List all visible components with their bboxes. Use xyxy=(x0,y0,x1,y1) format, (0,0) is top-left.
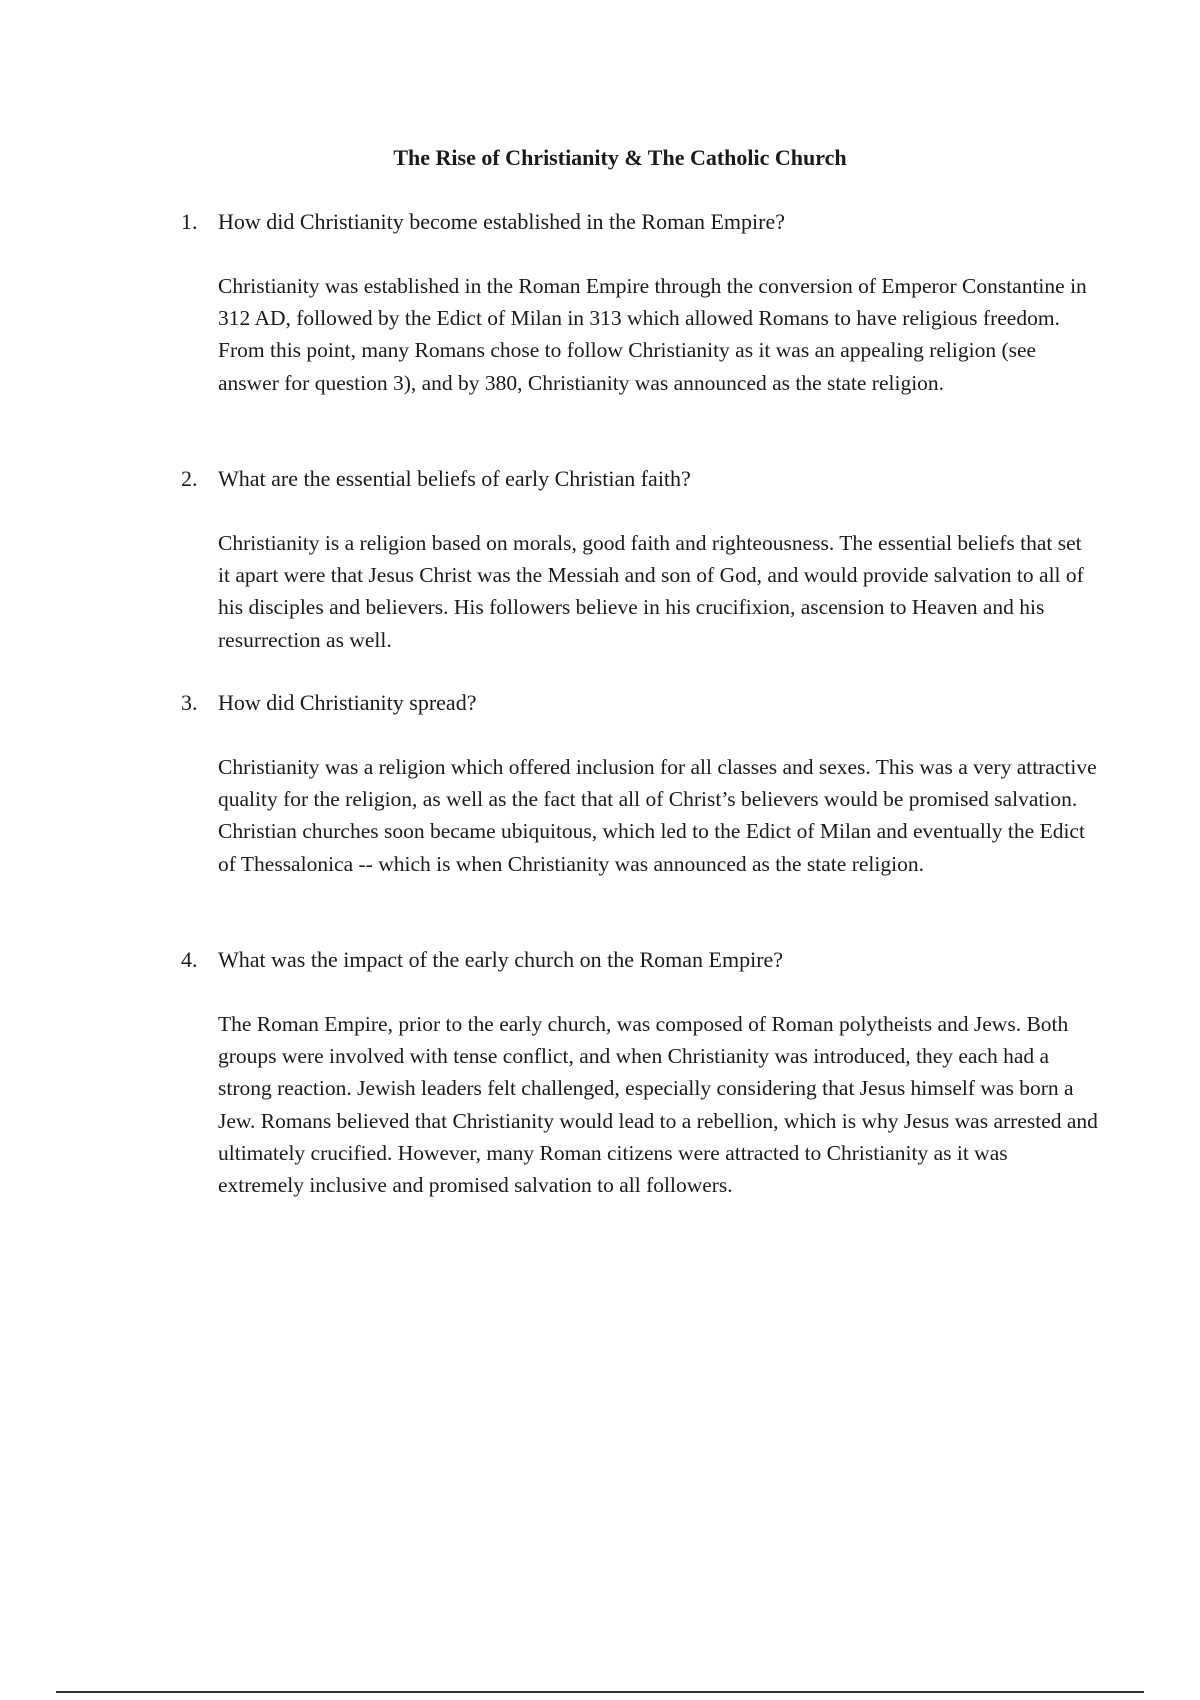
question-number: 4. xyxy=(181,947,198,972)
question-number: 3. xyxy=(181,690,198,715)
answer-paragraph: Christianity was established in the Roman Empire through the conversion of Emperor Constantine in 312 AD, followed by the Edict of Milan in 313 which allowed Romans to have religious freedom. From this point, many Romans chose to follow Christianity as it was an appealing religion (see answer for question 3), and by 380, Christianity was announced as the state religion. xyxy=(218,274,1087,395)
answer-paragraph: Christianity is a religion based on morals, good faith and righteousness. The essential beliefs that set it apart were that Jesus Christ was the Messiah and son of God, and would provide salvation to all of his disciples and believers. His followers believe in his crucifixion, ascension to Heaven and his resurrection as well. xyxy=(218,531,1084,652)
answer-paragraph: The Roman Empire, prior to the early church, was composed of Roman polytheists and Jews. Both groups were involved with tense conflict, and when Christianity was introduced, they each had a strong reaction. Jewish leaders felt challenged, especially considering that Jesus himself was born a Jew. Romans believed that Christianity would lead to a rebellion, which is why Jesus was arrested and ultimately crucified. However, many Roman citizens were attracted to Christianity as it was extremely inclusive and promised salvation to all followers. xyxy=(218,1012,1098,1198)
answer-paragraph: Christianity was a religion which offered inclusion for all classes and sexes. This was a very attractive quality for the religion, as well as the fact that all of Christ’s believers would be promised salvation. Christian churches soon became ubiquitous, which led to the Edict of Milan and eventually the Edict of Thessalonica -- which is when Christianity was announced as the state religion. xyxy=(218,755,1097,876)
question-text: What are the essential beliefs of early Christian faith? xyxy=(218,466,691,491)
question-number: 1. xyxy=(181,209,198,234)
document-title: The Rise of Christianity & The Catholic Church xyxy=(393,145,847,170)
question-number: 2. xyxy=(181,466,198,491)
page-bottom-rule xyxy=(56,1691,1144,1693)
question-text: How did Christianity become established in the Roman Empire? xyxy=(218,209,785,234)
question-text: How did Christianity spread? xyxy=(218,690,477,715)
question-text: What was the impact of the early church on the Roman Empire? xyxy=(218,947,784,972)
